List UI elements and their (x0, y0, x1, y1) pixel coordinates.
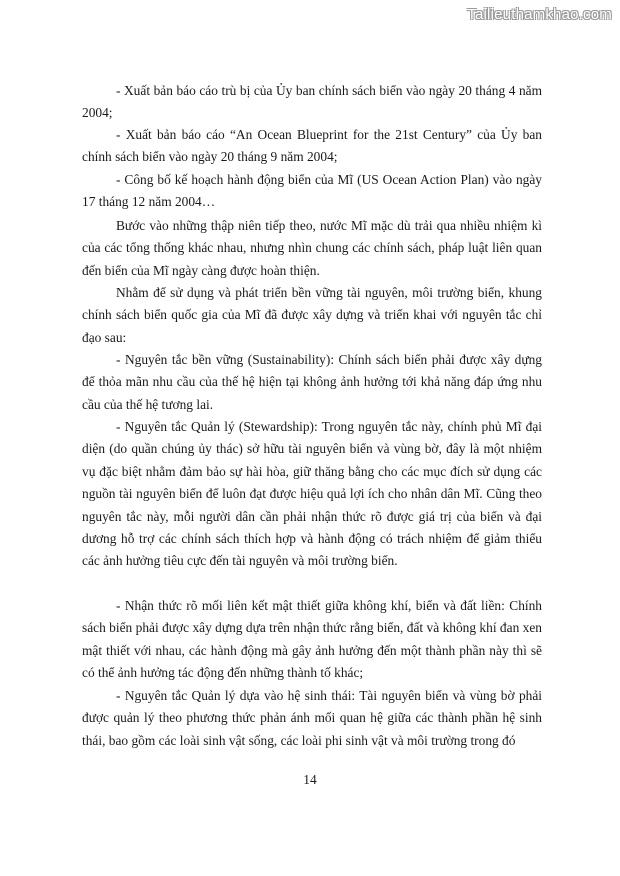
paragraph-6: - Nguyên tắc bền vững (Sustainability): Chính sách biển phải được xây dựng để thỏa mãn nhu cầu của thế hệ hiện tại không ảnh hưởng tới khả năng đáp ứng nhu cầu của thế hệ tương lai. (82, 352, 542, 412)
page-number: 14 (303, 772, 317, 787)
paragraph-9: - Nguyên tắc Quản lý dựa vào hệ sinh thái: Tài nguyên biển và vùng bờ phải được quản lý theo phương thức phản ánh mối quan hệ giữa các thành phần hệ sinh thái, bao gồm các loài sinh vật sống, các loài phi sinh vật và môi trường trong đó (82, 688, 542, 748)
paragraph-3: - Công bố kế hoạch hành động biển của Mĩ (US Ocean Action Plan) vào ngày 17 tháng 12 năm 2004… (82, 172, 542, 210)
watermark: Tailieuthamkhao.com (467, 6, 612, 23)
paragraph-1: - Xuất bản báo cáo trù bị của Ủy ban chính sách biển vào ngày 20 tháng 4 năm 2004; (82, 83, 542, 121)
paragraph-7: - Nguyên tắc Quản lý (Stewardship): Trong nguyên tắc này, chính phủ Mĩ đại diện (do quần chúng ủy thác) sở hữu tài nguyên biển và vùng bờ, đây là một nhiệm vụ đặc biệt nhằm đảm bảo sự hài hòa, giữ thăng bằng cho các mục đích sử dụng các nguồn tài nguyên biển để luôn đạt được hiệu quả lợi ích cho nhân dân Mĩ. Cũng theo nguyên tắc này, mỗi người dân cần phải nhận thức rõ được giá trị của biển và đại dương hỗ trợ các chính sách thích hợp và hành động có trách nhiệm để giảm thiểu các ảnh hưởng tiêu cực đến tài nguyên và môi trường biển. (82, 419, 542, 569)
document-body (0, 74, 620, 814)
paragraph-5: Nhằm để sử dụng và phát triển bền vững tài nguyên, môi trường biển, khung chính sách biển quốc gia của Mĩ đã được xây dựng và triển khai với nguyên tắc chỉ đạo sau: (82, 285, 542, 345)
paragraph-4: Bước vào những thập niên tiếp theo, nước Mĩ mặc dù trải qua nhiều nhiệm kì của các tổng thống khác nhau, nhưng nhìn chung các chính sách, pháp luật liên quan đến biển của Mĩ ngày càng được hoàn thiện. (82, 218, 542, 278)
paragraph-2: - Xuất bản báo cáo “An Ocean Blueprint for the 21st Century” của Ủy ban chính sách biển vào ngày 20 tháng 9 năm 2004; (82, 127, 542, 165)
paragraph-8: - Nhận thức rõ mối liên kết mật thiết giữa không khí, biển và đất liền: Chính sách biển phải được xây dựng dựa trên nhận thức rằng biển, đất và không khí đan xen mật thiết với nhau, các hành động mà gây ảnh hưởng đến một thành phần này thì sẽ có thể ảnh hưởng tác động đến những thành tố khác; (82, 598, 542, 681)
